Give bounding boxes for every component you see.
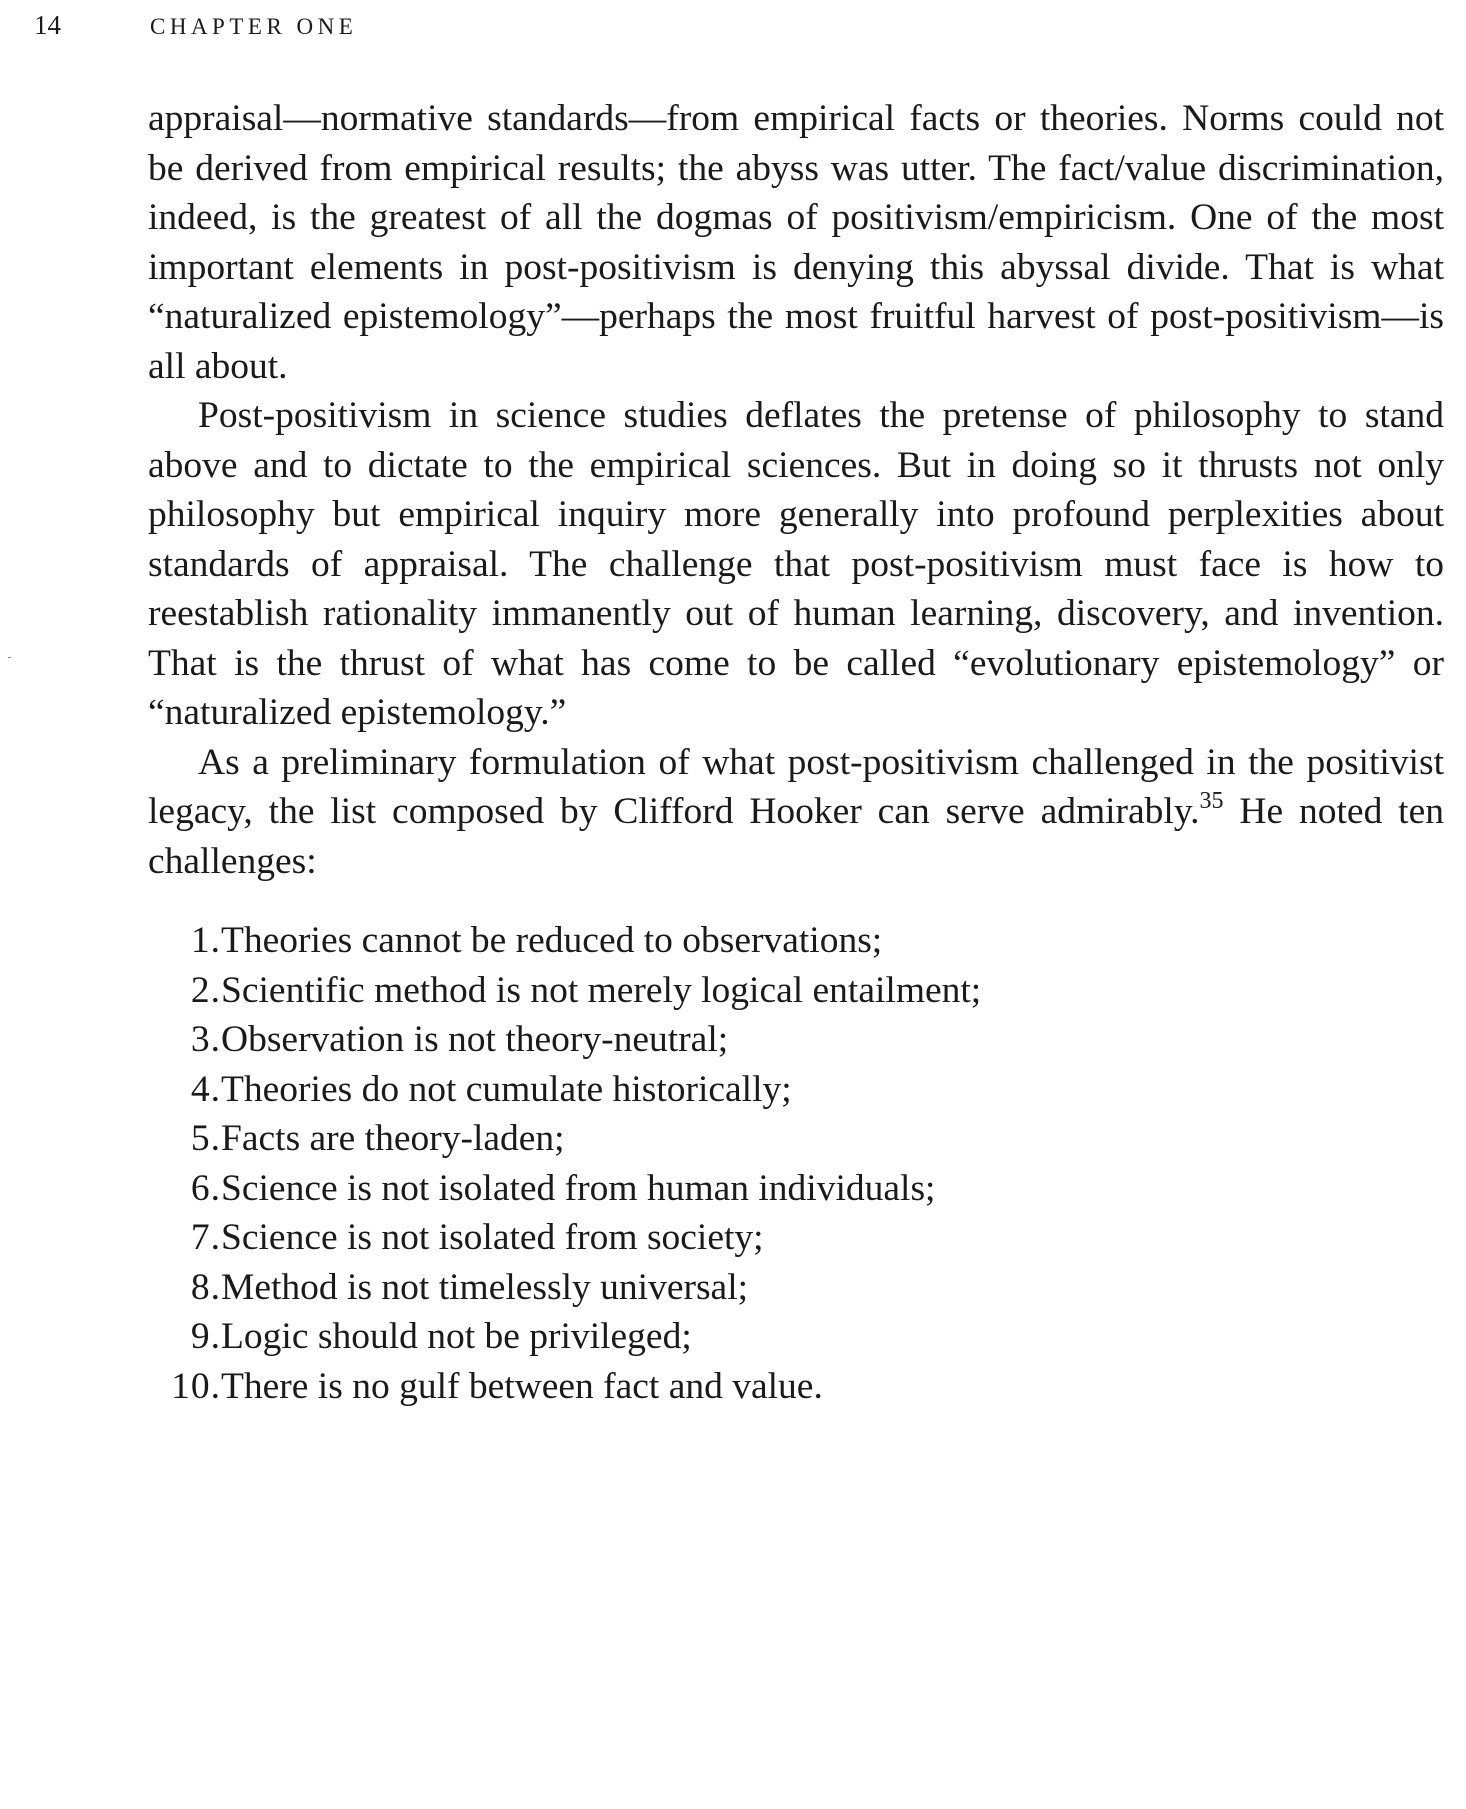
margin-mark: [8, 657, 11, 658]
list-item-text: Facts are theory-laden;: [221, 1118, 565, 1159]
list-item: [148, 1263, 1444, 1313]
list-item: [148, 1015, 1444, 1065]
list-item-text: Science is not isolated from society;: [221, 1217, 764, 1258]
list-item: [148, 1213, 1444, 1263]
list-item: [148, 966, 1444, 1016]
page-number: 14: [34, 10, 61, 40]
paragraph-3: [148, 738, 1444, 887]
list-item-text: Theories cannot be reduced to observations;: [221, 920, 883, 961]
challenge-list: [148, 916, 1444, 1411]
chapter-title: CHAPTER ONE: [150, 14, 358, 39]
list-item-number: 9.: [190, 1316, 221, 1357]
list-item-number: 3.: [190, 1019, 221, 1060]
list-item-text: Logic should not be privileged;: [221, 1316, 692, 1357]
list-item-number: 2.: [190, 969, 221, 1011]
list-item-text: Theories do not cumulate historically;: [221, 1068, 792, 1110]
paragraph-2: Post-positivism in science studies deflates the pretense of philosophy to stand above and to dictate to the empirical sciences. But in doing so it thrusts not only philosophy but empirical inquiry more generally into profound perplexities about standards of appraisal. The challenge that post-positivism must face is how to reestablish rationality immanently out of human learning, discovery, and invention. That is the thrust of what has come to be called “evolutionary epistemology” or “naturalized epistemology.”: [148, 395, 1444, 733]
list-item: [148, 1362, 1444, 1412]
paragraph-3-text: As a preliminary formulation of what post-positivism challenged in the positivist legacy, the list composed by Clifford Hooker can serve admirably.: [148, 741, 1444, 832]
list-item-text: Method is not timelessly universal;: [221, 1266, 749, 1308]
list-item-number: 1.: [190, 920, 221, 961]
list-item: [148, 1164, 1444, 1214]
list-item-text: Scientific method is not merely logical entailment;: [221, 969, 982, 1011]
list-item-number: 8.: [190, 1266, 221, 1308]
list-item-number: 5.: [190, 1118, 221, 1159]
list-item-number: 6.: [190, 1167, 221, 1209]
list-item: [148, 1114, 1444, 1164]
list-item-text: There is no gulf between fact and value.: [221, 1365, 823, 1407]
list-item-number: 7.: [190, 1217, 221, 1258]
paragraph-1: appraisal—normative standards—from empirical facts or theories. Norms could not be derived from empirical results; the abyss was utter. The fact/value discrimination, indeed, is the greatest of all the dogmas of positivism/empiricism. One of the most important elements in post-positivism is denying this abyssal divide. That is what “naturalized epistemology”—perhaps the most fruitful harvest of post-positivism—is all about.: [148, 98, 1444, 387]
list-item-text: Observation is not theory-neutral;: [221, 1019, 729, 1060]
footnote-reference: 35: [1199, 788, 1224, 814]
list-item-number: 10.: [171, 1365, 221, 1407]
list-item: [148, 916, 1444, 966]
body-text: [148, 94, 1444, 1411]
list-item-number: 4.: [190, 1068, 221, 1110]
list-item: [148, 1065, 1444, 1115]
list-item-text: Science is not isolated from human individuals;: [221, 1167, 936, 1209]
running-head: [34, 10, 357, 40]
list-item: [148, 1312, 1444, 1362]
paragraph-3-text-end: He noted ten challenges:: [148, 791, 1444, 882]
